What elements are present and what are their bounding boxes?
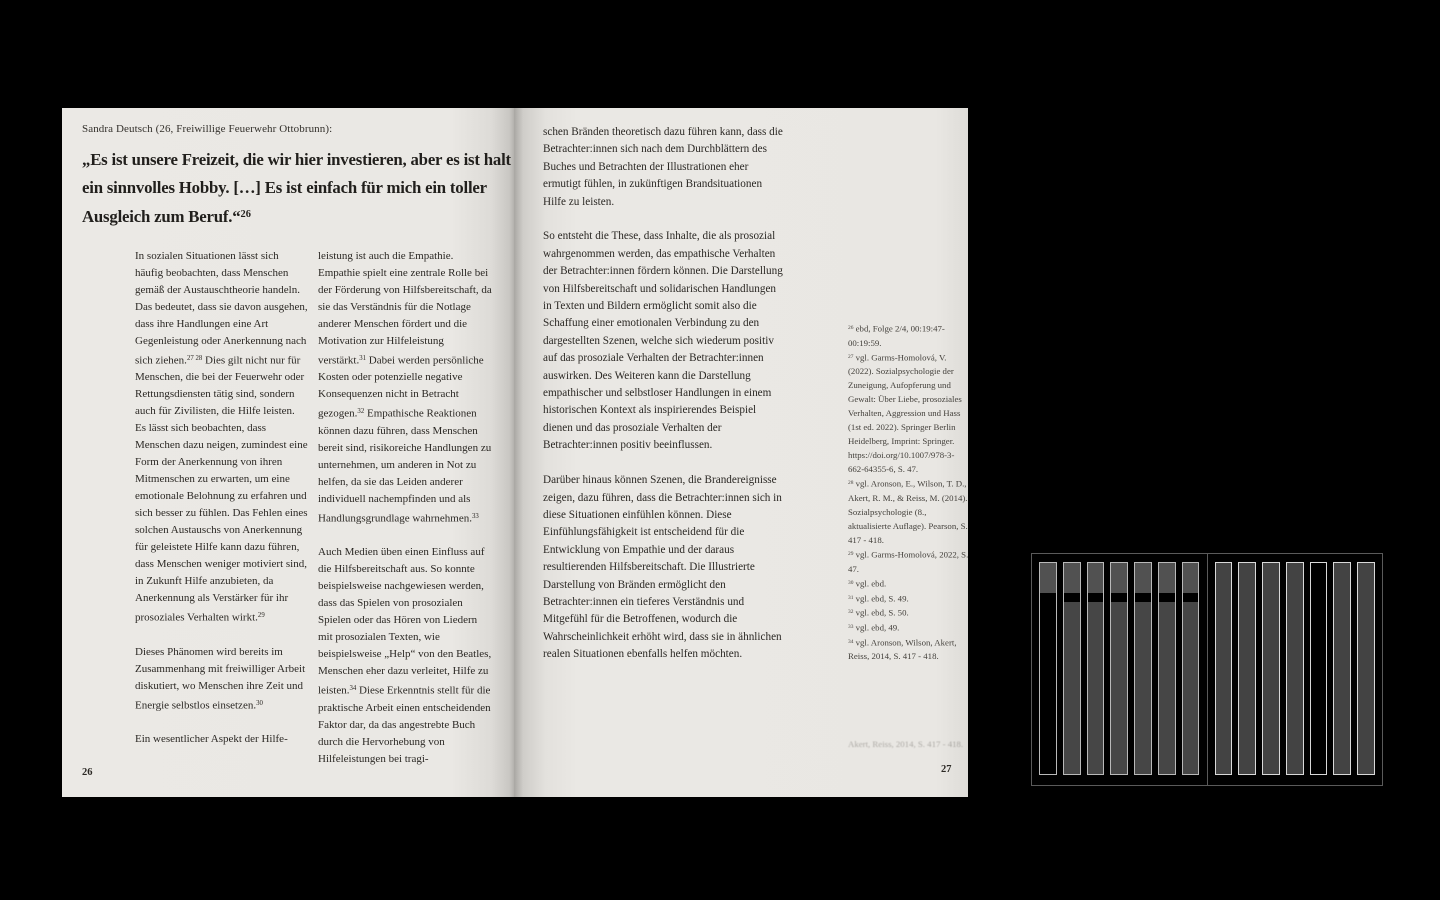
page-number-right: 27 (941, 764, 952, 775)
body-text-column-2 (318, 248, 493, 768)
footnotes-column (848, 321, 970, 663)
footnote-item: $^{27}$ vgl. Garms-Homolová, V. (2022). Sozialpsychologie der Zuneigung, Aufopferung und Gewalt: Über Liebe, prosoziales Verhalten, Aggression und Hass (1st ed. 2022). Springer Berlin Heidelberg, Imprint: Springer. https://doi.org/10.1007/978-3-662-64355-6, S. 47. (848, 352, 962, 475)
grid-column (1262, 562, 1280, 775)
footnote-item: $^{32}$ vgl. ebd, S. 50. (848, 608, 909, 619)
grid-column (1310, 562, 1328, 775)
footnote-marker: 34 (848, 638, 854, 645)
footnote-marker: 29 (257, 612, 265, 620)
footnote-marker: 30 (848, 579, 854, 586)
grid-column (1357, 562, 1375, 775)
paragraph: So entsteht die These, dass Inhalte, die als prosozial wahrgenommen werden, das empathische Verhalten der Betrachter:innen fördern können. Die Darstellung von Hilfsbereitschaft und solidarischen Handlungen in Texten und Bildern ermöglicht somit also die Schaffung einer emotionalen Verbindung zu den dargestellten Szenen, welche sich wiederum positiv auf das prosoziale Verhalten der Betrachter:innen auswirken. Des Weiteren kann die Darstellung empathischer und selbstloser Handlungen in einem historischen Kontext als inspirierendes Beispiel dienen und das prosoziale Verhalten der Betrachter:innen positiv beeinflussen. (543, 230, 783, 452)
footnote-marker: 28 (848, 480, 854, 487)
paragraph: Ein wesentlicher Aspekt der Hilfe- (135, 733, 288, 746)
footnote-marker: 30 (256, 699, 263, 707)
grid-column (1182, 562, 1200, 775)
grid-column (1110, 562, 1128, 775)
paragraph: leistung ist auch die Empathie. Empathie spielt eine zentrale Rolle bei der Förderung von Hilfsbereitschaft, da sie das Verständnis für die Notlage anderer Menschen fördert und die Motivation zur Hilfeleistung verstärkt.$^{31}$ Dabei werden persönliche Kosten oder potenzielle negative Konsequenzen nicht in Betracht gezogen.$^{32}$ Empathische Reaktionen können dazu führen, dass Menschen bereit sind, risikoreiche Handlungen zu unternehmen, um anderen in Not zu helfen, da sie das Leiden anderer individuell nachempfinden und als Handlungsgrundlage wahrnehmen.$^{33}$ (318, 250, 492, 525)
showthrough-ghost-text: Akert, Reiss, 2014, S. 417 - 418. (848, 739, 964, 749)
main-text-column (543, 124, 783, 681)
paragraph: In sozialen Situationen lässt sich häufig beobachten, dass Menschen gemäß der Austauschtheorie handeln. Das bedeutet, dass sie davon ausgehen, dass ihre Handlungen eine Art Gegenleistung oder Anerkennung nach sich ziehen.$^{27 28}$ Dies gilt nicht nur für Menschen, die bei der Feuerwehr oder Rettungsdiensten tätig sind, sondern auch für Zivilisten, die Hilfe leisten. Es lässt sich beobachten, dass Menschen dazu neigen, zumindest eine Form der Anerkennung von ihren Mitmenschen zu erwarten, um eine emotionale Belohnung zu erfahren und sich besser zu fühlen. Das Fehlen eines solchen Austauschs von Anerkennung für geleistete Hilfe kann dazu führen, dass Menschen weniger motiviert sind, in Zukunft Hilfe anzubieten, da Anerkennung als Verstärker für ihr prosoziales Verhalten wirkt.$^{29}$ (135, 250, 308, 624)
footnote-marker: 33 (471, 512, 479, 520)
footnote-item: $^{29}$ vgl. Garms-Homolová, 2022, S. 47. (848, 549, 969, 574)
page-right (514, 108, 968, 797)
grid-column (1087, 562, 1105, 775)
footnote-item: $^{31}$ vgl. ebd, S. 49. (848, 593, 909, 604)
pull-quote (82, 146, 524, 231)
footnote-item: $^{26}$ ebd, Folge 2/4, 00:19:47-00:19:59. (848, 323, 945, 348)
pull-quote-text: „Es ist unsere Freizeit, die wir hier investieren, aber es ist halt ein sinnvolles Hobby. […] Es ist einfach für mich ein toller Ausgleich zum Beruf.“ (82, 150, 511, 227)
book-spread (62, 108, 968, 797)
paragraph: schen Bränden theoretisch dazu führen kann, dass die Betrachter:innen sich nach dem Durchblättern des Buches und Betrachten der Illustrationen eher ermutigt fühlen, in zukünftigen Brandsituationen Hilfe zu leisten. (543, 126, 783, 208)
footnote-marker: 31 (359, 355, 367, 362)
paragraph: Dieses Phänomen wird bereits im Zusammenhang mit freiwilliger Arbeit diskutiert, wo Menschen ihre Zeit und Energie selbstlos einsetzen.$^{30}$ (135, 645, 306, 712)
footnote-marker: 27 (848, 353, 854, 360)
footnote-item: $^{30}$ vgl. ebd. (848, 578, 887, 589)
grid-column (1286, 562, 1304, 775)
footnote-item: $^{33}$ vgl. ebd, 49. (848, 622, 900, 633)
quote-footnote-marker: 26 (240, 209, 251, 220)
footnote-marker: 32 (848, 609, 854, 616)
grid-panel-right (1207, 553, 1384, 786)
grid-column (1063, 562, 1081, 775)
grid-column (1134, 562, 1152, 775)
page-left (62, 108, 514, 797)
page-number-left: 26 (82, 767, 93, 778)
layout-grid-diagram (1031, 553, 1383, 786)
grid-column (1039, 562, 1057, 775)
footnote-marker: 33 (848, 624, 854, 631)
footnote-marker: 27 28 (186, 355, 203, 362)
grid-column (1215, 562, 1233, 775)
body-text-column-1 (135, 248, 308, 748)
footnote-marker: 26 (848, 325, 854, 331)
grid-column (1333, 562, 1351, 775)
quote-attribution: Sandra Deutsch (26, Freiwillige Feuerwehr Ottobrunn): (82, 123, 333, 135)
footnote-marker: 32 (357, 408, 365, 416)
footnote-marker: 34 (349, 685, 357, 693)
paragraph: Darüber hinaus können Szenen, die Brandereignisse zeigen, dazu führen, dass die Betrachter:innen sich in diese Situationen einfühlen können. Diese Einfühlungsfähigkeit ist entscheidend für die Entwicklung von Empathie und der daraus resultierenden Hilfsbereitschaft. Die Illustrierte Darstellung von Bränden ermöglicht den Betrachter:innen ein tieferes Verständnis und Mitgefühl für die Betroffenen, wodurch die Wahrscheinlichkeit erhöht wird, dass sie in ähnlichen realen Situationen ebenfalls helfen möchten. (543, 474, 782, 661)
footnote-item: $^{28}$ vgl. Aronson, E., Wilson, T. D., Akert, R. M., & Reiss, M. (2014). Sozialpsychologie (8., aktualisierte Auflage). Pearson, S. 417 - 418. (848, 479, 968, 546)
footnote-item: $^{34}$ vgl. Aronson, Wilson, Akert, Reiss, 2014, S. 417 - 418. (848, 637, 957, 662)
paragraph: Auch Medien üben einen Einfluss auf die Hilfsbereitschaft aus. So konnte beispielsweise nachgewiesen werden, dass das Spielen von prosozialen Spielen oder das Hören von Liedern mit prosozialen Texten, wie beispielsweise „Help“ von den Beatles, Menschen eher dazu verleitet, Hilfe zu leisten.$^{34}$ Diese Erkenntnis stellt für die praktische Arbeit einen entscheidenden Faktor dar, da das angestrebte Buch durch die Hervorhebung von Hilfeleistungen bei tragi- (318, 546, 492, 765)
footnote-marker: 29 (848, 551, 854, 558)
footnote-marker: 31 (848, 594, 854, 601)
grid-column (1238, 562, 1256, 775)
grid-panel-left (1031, 553, 1208, 786)
grid-column (1158, 562, 1176, 775)
